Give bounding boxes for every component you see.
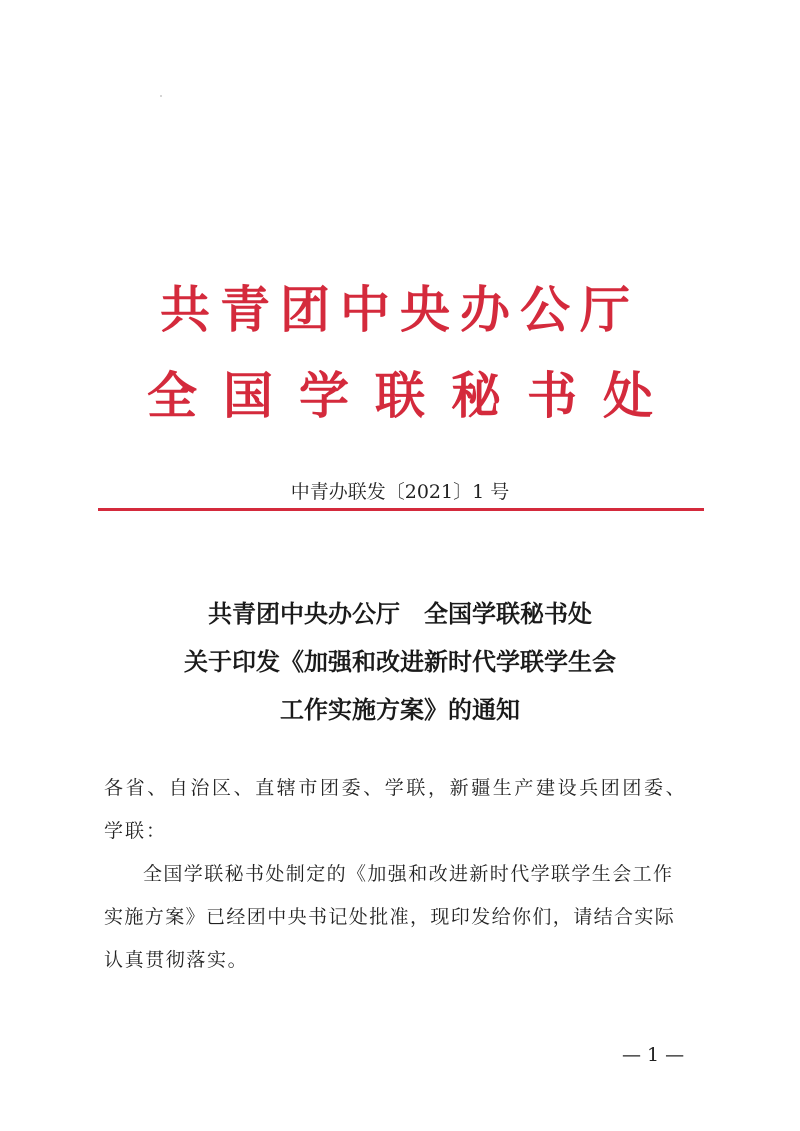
page-number: — 1 — [622,1044,685,1066]
document-title-line-1: 共青团中央办公厅 全国学联秘书处 [208,599,592,628]
salutation-line-1: 各省、自治区、直辖市团委、学联，新疆生产建设兵团团委、 [104,777,688,799]
red-separator-line [98,508,704,511]
document-title-line-2: 关于印发《加强和改进新时代学联学生会 [184,647,616,676]
paragraph-line-2: 实施方案》已经团中央书记处批准，现印发给你们，请结合实际 [104,906,676,928]
issuing-org-line-2: 全国学联秘书处 [147,366,679,425]
document-number: 中青办联发〔2021〕1 号 [290,481,510,503]
document-title-line-3: 工作实施方案》的通知 [280,695,520,724]
paper-speck [160,95,162,97]
paragraph-line-1: 全国学联秘书处制定的《加强和改进新时代学联学生会工作 [143,863,674,885]
paragraph-line-3: 认真贯彻落实。 [104,949,249,971]
salutation-line-2: 学联： [104,820,168,842]
issuing-org-line-1: 共青团中央办公厅 [160,280,640,339]
